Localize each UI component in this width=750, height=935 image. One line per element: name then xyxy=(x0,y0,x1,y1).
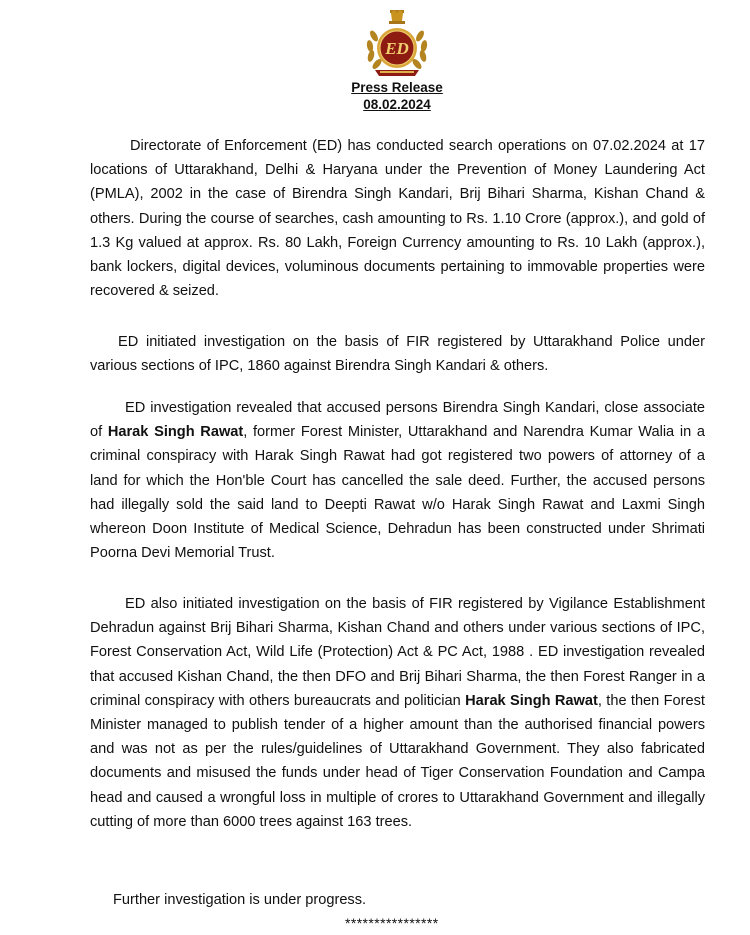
end-marks: **************** xyxy=(345,915,439,931)
emblem-icon xyxy=(360,8,434,80)
bold-name: Harak Singh Rawat xyxy=(465,692,598,709)
paragraph-fir-police: ED initiated investigation on the basis of FIR registered by Uttarakhand Police under various sections of IPC, 1860 against Birendra Singh Kandari & others. xyxy=(90,334,705,375)
text-segment: , the then Forest Minister managed to publish tender of a higher amount than the authorised financial powers and was not as per the rules/guidelines of Uttarakhand Government. They also fabricated documents and misused the funds under head of Tiger Conservation Foundation and Campa head and caused a wrongful loss in multiple of crores to Uttarakhand Government and illegally cutting of more than 6000 trees against 163 trees. xyxy=(90,692,705,830)
press-release-title: Press Release xyxy=(351,80,443,95)
paragraph-vigilance-fir xyxy=(90,592,705,834)
text-segment: ED investigation revealed that accused persons Birendra Singh Kandari, close associate of xyxy=(90,400,705,441)
logo-text: ED xyxy=(385,39,409,58)
text-segment: , former Forest Minister, Uttarakhand and Narendra Kumar Walia in a criminal conspiracy with Harak Singh Rawat had got registered two powers of attorney of a land for which the Hon'ble Court has cancelled the sale deed. Further, the accused persons had illegally sold the said land to Deepti Rawat w/o Harak Singh Rawat and Laxmi Singh whereon Doon Institute of Medical Science, Dehradun has been constructed under Shrimati Poorna Devi Memorial Trust. xyxy=(90,424,705,562)
press-release-date: 08.02.2024 xyxy=(363,97,431,112)
text-segment: ED also initiated investigation on the basis of FIR registered by Vigilance Establishment Dehradun against Brij Bihari Sharma, Kishan Chand and others under various sections of IPC, Forest Conservation Act, Wild Life (Protection) Act & PC Act, 1988 . ED investigation revealed that accused Kishan Chand, the then DFO and Brij Bihari Sharma, the then Forest Ranger in a criminal conspiracy with others bureaucrats and politician xyxy=(90,596,705,709)
paragraph-further-investigation: Further investigation is under progress. xyxy=(113,892,367,908)
bold-name: Harak Singh Rawat xyxy=(107,424,244,441)
paragraph-searches: Directorate of Enforcement (ED) has conducted search operations on 07.02.2024 at 17 locations of Uttarakhand, Delhi & Haryana under the Prevention of Money Laundering Act (PMLA), 2002 in the case of Birendra Singh Kandari, Brij Bihari Sharma, Kishan Chand & others. During the course of searches, cash amounting to Rs. 1.10 Crore (approx.), and gold of 1.3 Kg valued at approx. Rs. 80 Lakh, Foreign Currency amounting to Rs. 10 Lakh (approx.), bank lockers, digital devices, voluminous documents pertaining to immovable properties were recovered & seized. xyxy=(90,138,705,300)
paragraph-land-conspiracy xyxy=(90,396,705,565)
ed-emblem-logo xyxy=(360,8,434,80)
